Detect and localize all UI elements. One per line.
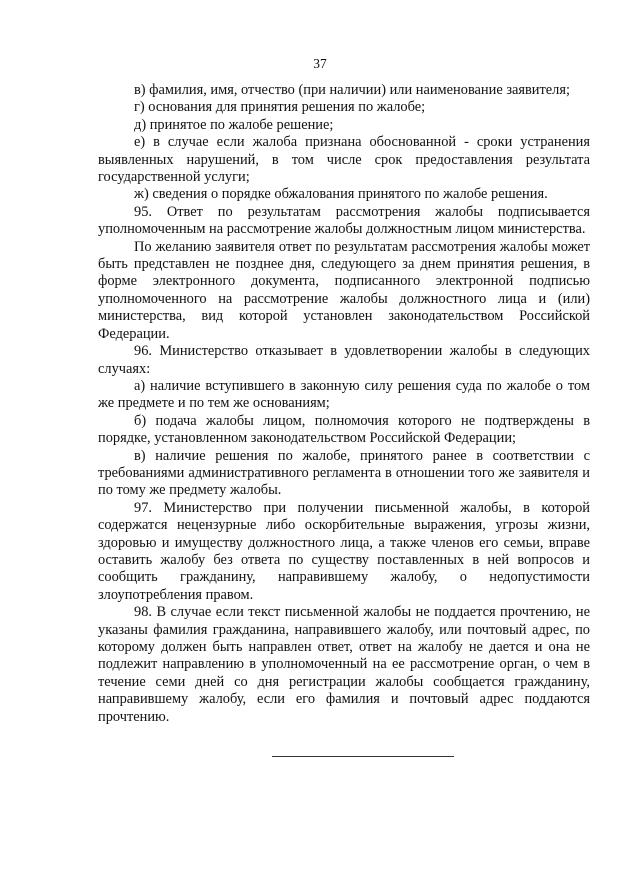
document-body bbox=[98, 82, 590, 726]
paragraph-96: 96. Министерство отказывает в удовлетворении жалобы в следующих случаях: bbox=[98, 343, 590, 377]
paragraph-98: 98. В случае если текст письменной жалобы не поддается прочтению, не указаны фамилия гражданина, направившего жалобу, или почтовый адрес, по которому должен быть направлен ответ, ответ на жалобу не дается и она не подлежит направлению в уполномоченный на ее рассмотрение орган, о чем в течение семи дней со дня регистрации жалобы сообщается гражданину, направившему жалобу, если его фамилия и почтовый адрес поддаются прочтению. bbox=[98, 604, 590, 725]
paragraph-95-electronic: По желанию заявителя ответ по результатам рассмотрения жалобы может быть представлен не позднее дня, следующего за днем принятия решения, в форме электронного документа, подписанного электронной подписью уполномоченного на рассмотрение жалобы должностного лица и (или) министерства, вид которой установлен законодательством Российской Федерации. bbox=[98, 238, 590, 342]
paragraph-item-zh: ж) сведения о порядке обжалования принятого по жалобе решения. bbox=[134, 186, 548, 203]
paragraph-item-e: е) в случае если жалоба признана обоснованной - сроки устранения выявленных нарушений, в том числе срок предоставления результата государственной услуги; bbox=[98, 134, 590, 186]
paragraph-item-g: г) основания для принятия решения по жалобе; bbox=[134, 99, 426, 116]
paragraph-95: 95. Ответ по результатам рассмотрения жалобы подписывается уполномоченным на рассмотрение жалобы должностным лицом министерства. bbox=[98, 203, 590, 238]
paragraph-96-v: в) наличие решения по жалобе, принятого ранее в соответствии с требованиями административного регламента в отношении того же заявителя и по тому же предмету жалобы. bbox=[98, 447, 590, 499]
page-number: 37 bbox=[313, 56, 327, 71]
paragraph-item-d: д) принятое по жалобе решение; bbox=[134, 116, 334, 133]
paragraph-96-b: б) подача жалобы лицом, полномочия которого не подтверждены в порядке, установленном законодательством Российской Федерации; bbox=[98, 412, 590, 447]
paragraph-96-a: а) наличие вступившего в законную силу решения суда по жалобе о том же предмете и по тем же основаниям; bbox=[98, 377, 590, 412]
paragraph-item-v: в) фамилия, имя, отчество (при наличии) или наименование заявителя; bbox=[134, 82, 570, 98]
end-divider-line bbox=[272, 756, 454, 757]
paragraph-97: 97. Министерство при получении письменной жалобы, в которой содержатся нецензурные либо оскорбительные выражения, угрозы жизни, здоровью и имуществу должностного лица, а также членов его семьи, вправе оставить жалобу без ответа по существу поставленных в ней вопросов и сообщить гражданину, направившему жалобу, о недопустимости злоупотребления правом. bbox=[98, 499, 590, 603]
